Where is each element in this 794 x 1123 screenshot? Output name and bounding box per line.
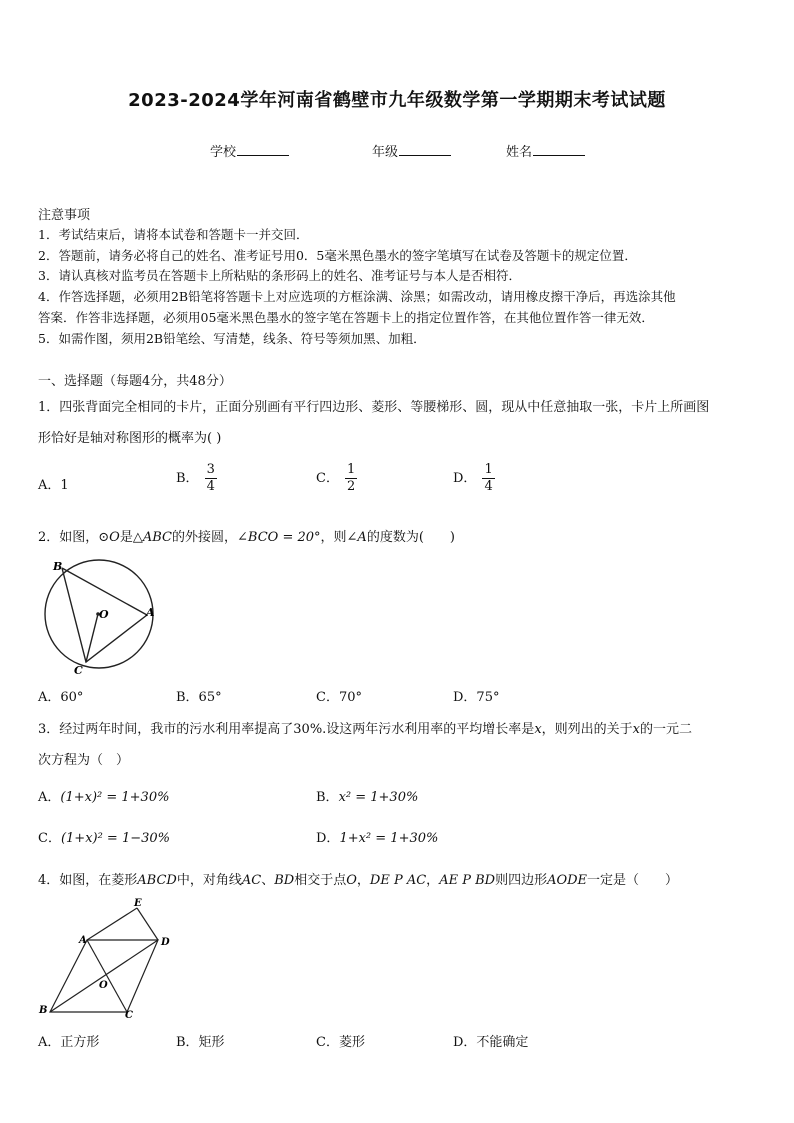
note-item: 答案．作答非选择题，必须用05毫米黑色墨水的签字笔在答题卡上的指定位置作答，在其他位置作答一律无效．: [38, 310, 654, 325]
grade-blank: [399, 143, 451, 156]
q1-option-d: [453, 462, 495, 495]
note-item: 4．作答选择题，必须用2B铅笔将答题卡上对应选项的方框涂满、涂黑；如需改动，请用橡皮擦干净后，再选涂其他: [38, 289, 676, 304]
q3-option-d-math: 1+x² = 1+30%: [339, 831, 439, 846]
note-item: 2．答题前，请务必将自己的姓名、准考证号用0．5毫米黑色墨水的签字笔填写在试卷及答题卡的规定位置．: [38, 248, 637, 263]
q3-stem-line2: 次方程为（ ）: [38, 753, 130, 768]
q3-option-d: D．1+x² = 1+30%: [316, 831, 439, 846]
note-item: 3．请认真核对监考员在答题卡上所粘贴的条形码上的姓名、准考证号与本人是否相符．: [38, 268, 521, 283]
q4-option-c: C．菱形: [316, 1035, 365, 1050]
section-heading: 一、选择题（每题4分，共48分）: [38, 374, 232, 389]
q4-option-a: A．正方形: [38, 1035, 100, 1050]
segment-ae: [87, 908, 137, 940]
fraction: $\frac{3}{4}$: [206, 462, 215, 494]
label-b: B: [39, 1005, 48, 1016]
label-a: A: [146, 606, 155, 619]
q3-stem-line1: 3．经过两年时间，我市的污水利用率提高了30%.设这两年污水利用率的平均增长率是x，则列出的关于x的一元二: [38, 722, 693, 737]
school-field: [210, 141, 289, 160]
q2-option-c: C．70°: [316, 690, 362, 705]
q3-option-b-math: x² = 1+30%: [338, 790, 419, 805]
q2-option-a: A．60°: [38, 690, 84, 705]
q4-option-b: B．矩形: [176, 1035, 225, 1050]
rhombus-figure: [34, 896, 184, 1020]
q1-option-b: [176, 462, 217, 495]
diagonal-ac: [87, 940, 127, 1012]
page-title: 2023-2024学年河南省鹤壁市九年级数学第一学期期末考试试题: [128, 90, 666, 111]
q4-option-d: D．不能确定: [453, 1035, 529, 1050]
q3-option-a-math: (1+x)² = 1+30%: [60, 790, 170, 805]
q3-option-b: B．x² = 1+30%: [316, 790, 419, 805]
label-e: E: [134, 898, 142, 909]
grade-label: 年级: [372, 145, 399, 160]
q1-option-d-label: D．: [453, 471, 477, 486]
q2-option-d: D．75°: [453, 690, 500, 705]
notes-heading: 注意事项: [38, 208, 91, 223]
q4-stem: 4．如图，在菱形ABCD中，对角线AC、BD相交于点O，DE P AC，AE P BD则四边形AODE一定是（ ）: [38, 873, 679, 888]
q2-option-b: B．65°: [176, 690, 222, 705]
segment-de: [137, 908, 158, 940]
q1-option-b-label: B．: [176, 471, 199, 486]
q2-stem: 2．如图，⊙O是△ABC的外接圆，∠BCO = 20°，则∠A的度数为( ): [38, 530, 455, 545]
q1-stem-line1: 1．四张背面完全相同的卡片，正面分别画有平行四边形、菱形、等腰梯形、圆，现从中任意抽取一张，卡片上所画图: [38, 400, 710, 415]
q1-option-c: [316, 462, 357, 495]
label-c: C: [74, 664, 83, 677]
label-c: C: [125, 1010, 133, 1020]
label-o: O: [99, 980, 108, 991]
q1-option-a: A．1: [38, 478, 69, 493]
fraction: $\frac{1}{2}$: [346, 462, 356, 494]
q3-option-c: C．(1+x)² = 1−30%: [38, 831, 171, 846]
q1-stem-line2: 形恰好是轴对称图形的概率为( ): [38, 431, 222, 446]
name-blank: [533, 143, 585, 156]
q3-option-a: A．(1+x)² = 1+30%: [38, 790, 170, 805]
note-item: 5．如需作图，须用2B铅笔绘、写清楚，线条、符号等须加黑、加粗．: [38, 331, 426, 346]
circle-figure: [36, 558, 166, 678]
fraction: $\frac{1}{4}$: [484, 462, 493, 494]
label-o: O: [99, 608, 109, 621]
label-b: B: [53, 560, 63, 573]
label-d: D: [161, 937, 170, 948]
grade-field: [372, 141, 451, 160]
q1-option-c-label: C．: [316, 471, 339, 486]
school-blank: [237, 143, 289, 156]
q3-option-c-math: (1+x)² = 1−30%: [60, 831, 171, 846]
diagonal-bd: [50, 940, 158, 1012]
name-field: [506, 141, 585, 160]
name-label: 姓名: [506, 145, 533, 160]
label-a: A: [79, 935, 87, 946]
note-item: 1．考试结束后，请将本试卷和答题卡一并交回．: [38, 227, 309, 242]
school-label: 学校: [210, 145, 237, 160]
